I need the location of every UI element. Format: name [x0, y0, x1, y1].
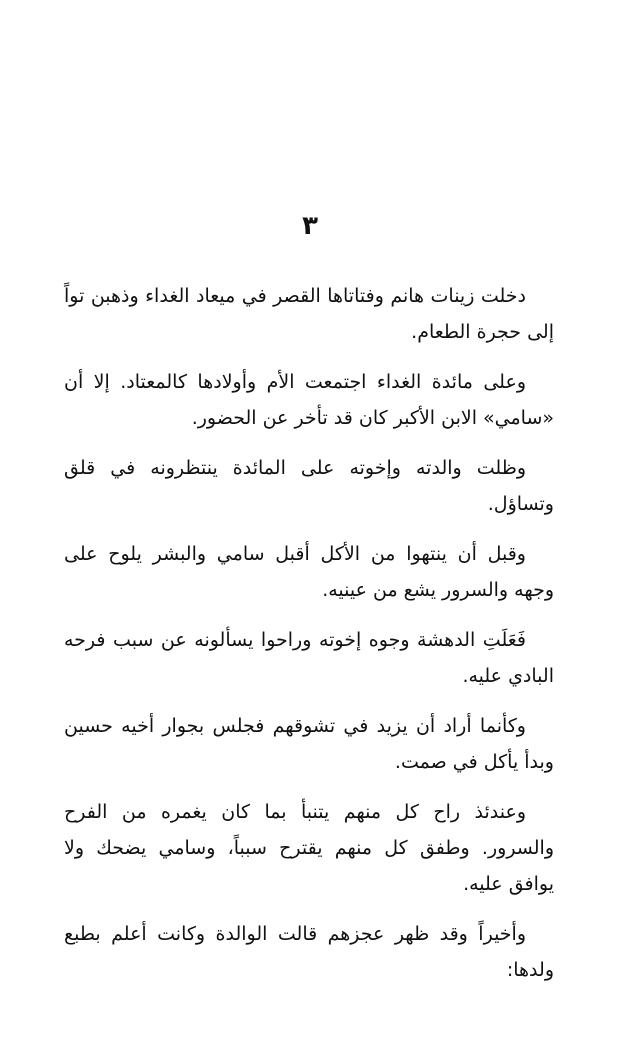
- paragraph: وظلت والدته وإخوته على المائدة ينتظرونه في قلق وتساؤل.: [64, 457, 554, 515]
- paragraph: وكأنما أراد أن يزيد في تشوقهم فجلس بجوار أخيه حسين وبدأ يأكل في صمت.: [64, 715, 554, 773]
- paragraph: وقبل أن ينتهوا من الأكل أقبل سامي والبشر يلوح على وجهه والسرور يشع من عينيه.: [64, 543, 554, 601]
- paragraph: فَعَلَتِ الدهشة وجوه إخوته وراحوا يسألونه عن سبب فرحه البادي عليه.: [64, 629, 554, 687]
- chapter-number: ٣: [302, 211, 318, 241]
- paragraph: وعندئذ راح كل منهم يتنبأ بما كان يغمره من الفرح والسرور. وطفق كل منهم يقترح سبباً، وسامي يضحك ولا يوافق عليه.: [64, 801, 554, 895]
- paragraph: دخلت زينات هانم وفتاتاها القصر في ميعاد الغداء وذهبن تواً إلى حجرة الطعام.: [64, 285, 554, 343]
- paragraph: وعلى مائدة الغداء اجتمعت الأم وأولادها كالمعتاد. إلا أن «سامي» الابن الأكبر كان قد تأخر عن الحضور.: [64, 371, 554, 429]
- text-body: [64, 278, 554, 1002]
- paragraph: وأخيراً وقد ظهر عجزهم قالت الوالدة وكانت أعلم بطبع ولدها:: [64, 923, 554, 981]
